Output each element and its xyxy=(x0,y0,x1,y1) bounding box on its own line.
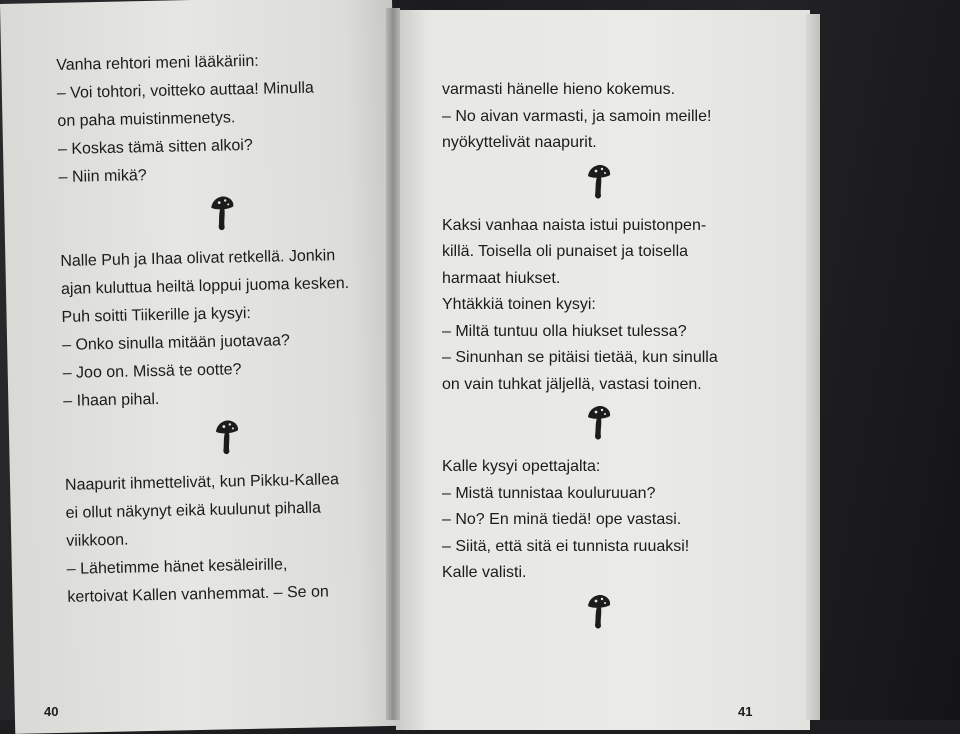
text-line: – Koskas tämä sitten alkoi? xyxy=(57,136,253,158)
text-line: – Ihaan pihal. xyxy=(63,390,160,410)
mushroom-icon xyxy=(214,418,241,459)
text-line: – Joo on. Missä te ootte? xyxy=(62,361,242,382)
text-line: – Siitä, että sitä ei tunnista ruuaksi! xyxy=(442,537,690,555)
mushroom-icon xyxy=(586,593,612,633)
text-line: – Mistä tunnistaa kouluruuan? xyxy=(442,484,656,502)
text-line: on paha muistinmenetys. xyxy=(57,109,236,130)
text-line: ei ollut näkynyt eikä kuulunut pihalla xyxy=(65,499,322,522)
text-line: Vanha rehtori meni lääkäriin: xyxy=(56,52,259,74)
page-number-right: 41 xyxy=(738,704,753,719)
text-line: – Miltä tuntuu olla hiukset tulessa? xyxy=(442,322,687,340)
ornament xyxy=(64,409,385,472)
mushroom-icon xyxy=(586,163,612,203)
page-stack-edge xyxy=(806,14,820,720)
text-line: killä. Toisella oli punaiset ja toisella xyxy=(442,243,689,260)
text-line: – Sinunhan se pitäisi tietää, kun sinulla xyxy=(442,349,718,366)
text-line: – No? En minä tiedä! ope vastasi. xyxy=(442,511,682,528)
left-page-text xyxy=(56,45,388,612)
mushroom-icon xyxy=(586,404,612,444)
page-number-left: 40 xyxy=(44,704,59,719)
book-gutter xyxy=(386,8,400,720)
text-line: – Lähetimme hänet kesäleirille, xyxy=(66,556,288,578)
right-page-text xyxy=(442,77,782,643)
text-line: kertoivat Kallen vanhemmat. – Se on xyxy=(67,583,330,606)
text-line: Puh soitti Tiikerille ja kysyi: xyxy=(61,304,252,326)
text-line: Naapurit ihmettelivät, kun Pikku-Kallea xyxy=(64,471,340,494)
text-line: – Onko sinulla mitään juotavaa? xyxy=(61,332,290,354)
mushroom-icon xyxy=(209,194,236,235)
text-line: ajan kuluttua heiltä loppui juoma kesken. xyxy=(60,274,350,298)
text-line: Yhtäkkiä toinen kysyi: xyxy=(442,296,596,313)
text-line: nyökyttelivät naapurit. xyxy=(442,134,597,151)
ornament xyxy=(59,185,380,248)
text-line: viikkoon. xyxy=(66,531,129,550)
text-line: varmasti hänelle hieno kokemus. xyxy=(442,81,676,98)
text-line: harmaat hiukset. xyxy=(442,269,561,287)
text-line: – No aivan varmasti, ja samoin meille! xyxy=(442,107,712,125)
text-line: Nalle Puh ja Ihaa olivat retkellä. Jonkin xyxy=(60,247,336,270)
ornament xyxy=(442,157,782,213)
text-line: on vain tuhkat jäljellä, vastasi toinen. xyxy=(442,375,702,393)
text-line: Kaksi vanhaa naista istui puistonpen- xyxy=(442,216,707,234)
ornament xyxy=(442,587,782,643)
text-line: Kalle kysyi opettajalta: xyxy=(442,458,601,475)
text-line: – Voi tohtori, voitteko auttaa! Minulla xyxy=(56,79,315,102)
text-line: – Niin mikä? xyxy=(58,167,147,186)
ornament xyxy=(442,398,782,454)
text-line: Kalle valisti. xyxy=(442,564,527,581)
